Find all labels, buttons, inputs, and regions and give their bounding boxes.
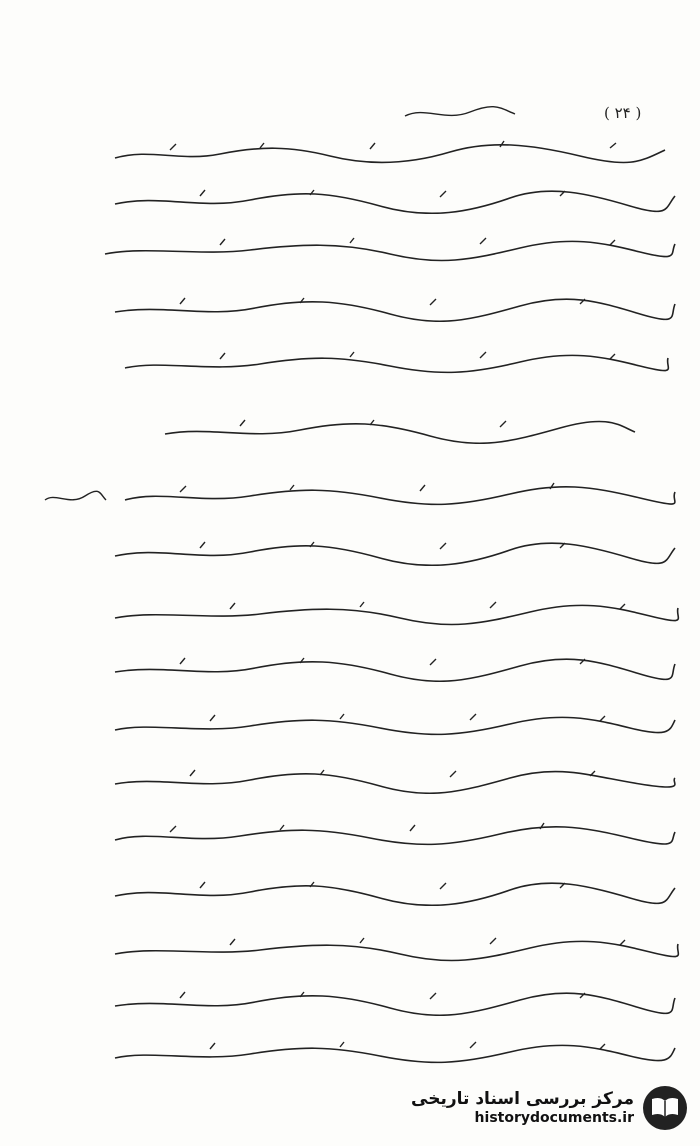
handwriting-line-3 [100, 236, 680, 262]
handwriting-line-12 [110, 768, 680, 794]
handwriting-line-5 [120, 350, 670, 376]
handwriting-line-1 [110, 140, 670, 166]
handwriting-line-17 [110, 1040, 680, 1066]
open-book-icon [642, 1085, 688, 1131]
handwriting-line-15 [110, 936, 680, 962]
handwriting-line-16 [110, 990, 680, 1016]
watermark-title: مرکز بررسی اسناد تاریخی [411, 1089, 634, 1110]
handwriting-line-2 [110, 188, 680, 214]
handwriting-line-14 [110, 880, 680, 906]
handwriting-line-7 [120, 482, 680, 508]
margin-annotation-left [40, 486, 110, 512]
handwriting-line-8 [110, 540, 680, 566]
watermark-url: historydocuments.ir [474, 1109, 634, 1126]
handwriting-line-9 [110, 600, 680, 626]
handwriting-line-13 [110, 822, 680, 848]
page-number: ( ۲۴ ) [604, 104, 642, 122]
handwriting-line-11 [110, 712, 680, 738]
watermark-text [411, 1090, 634, 1126]
handwriting-line-6 [160, 418, 640, 444]
handwriting-line-10 [110, 656, 680, 682]
handwriting-line-4 [110, 296, 680, 322]
archive-watermark [398, 1082, 688, 1134]
margin-annotation-top [400, 100, 520, 126]
